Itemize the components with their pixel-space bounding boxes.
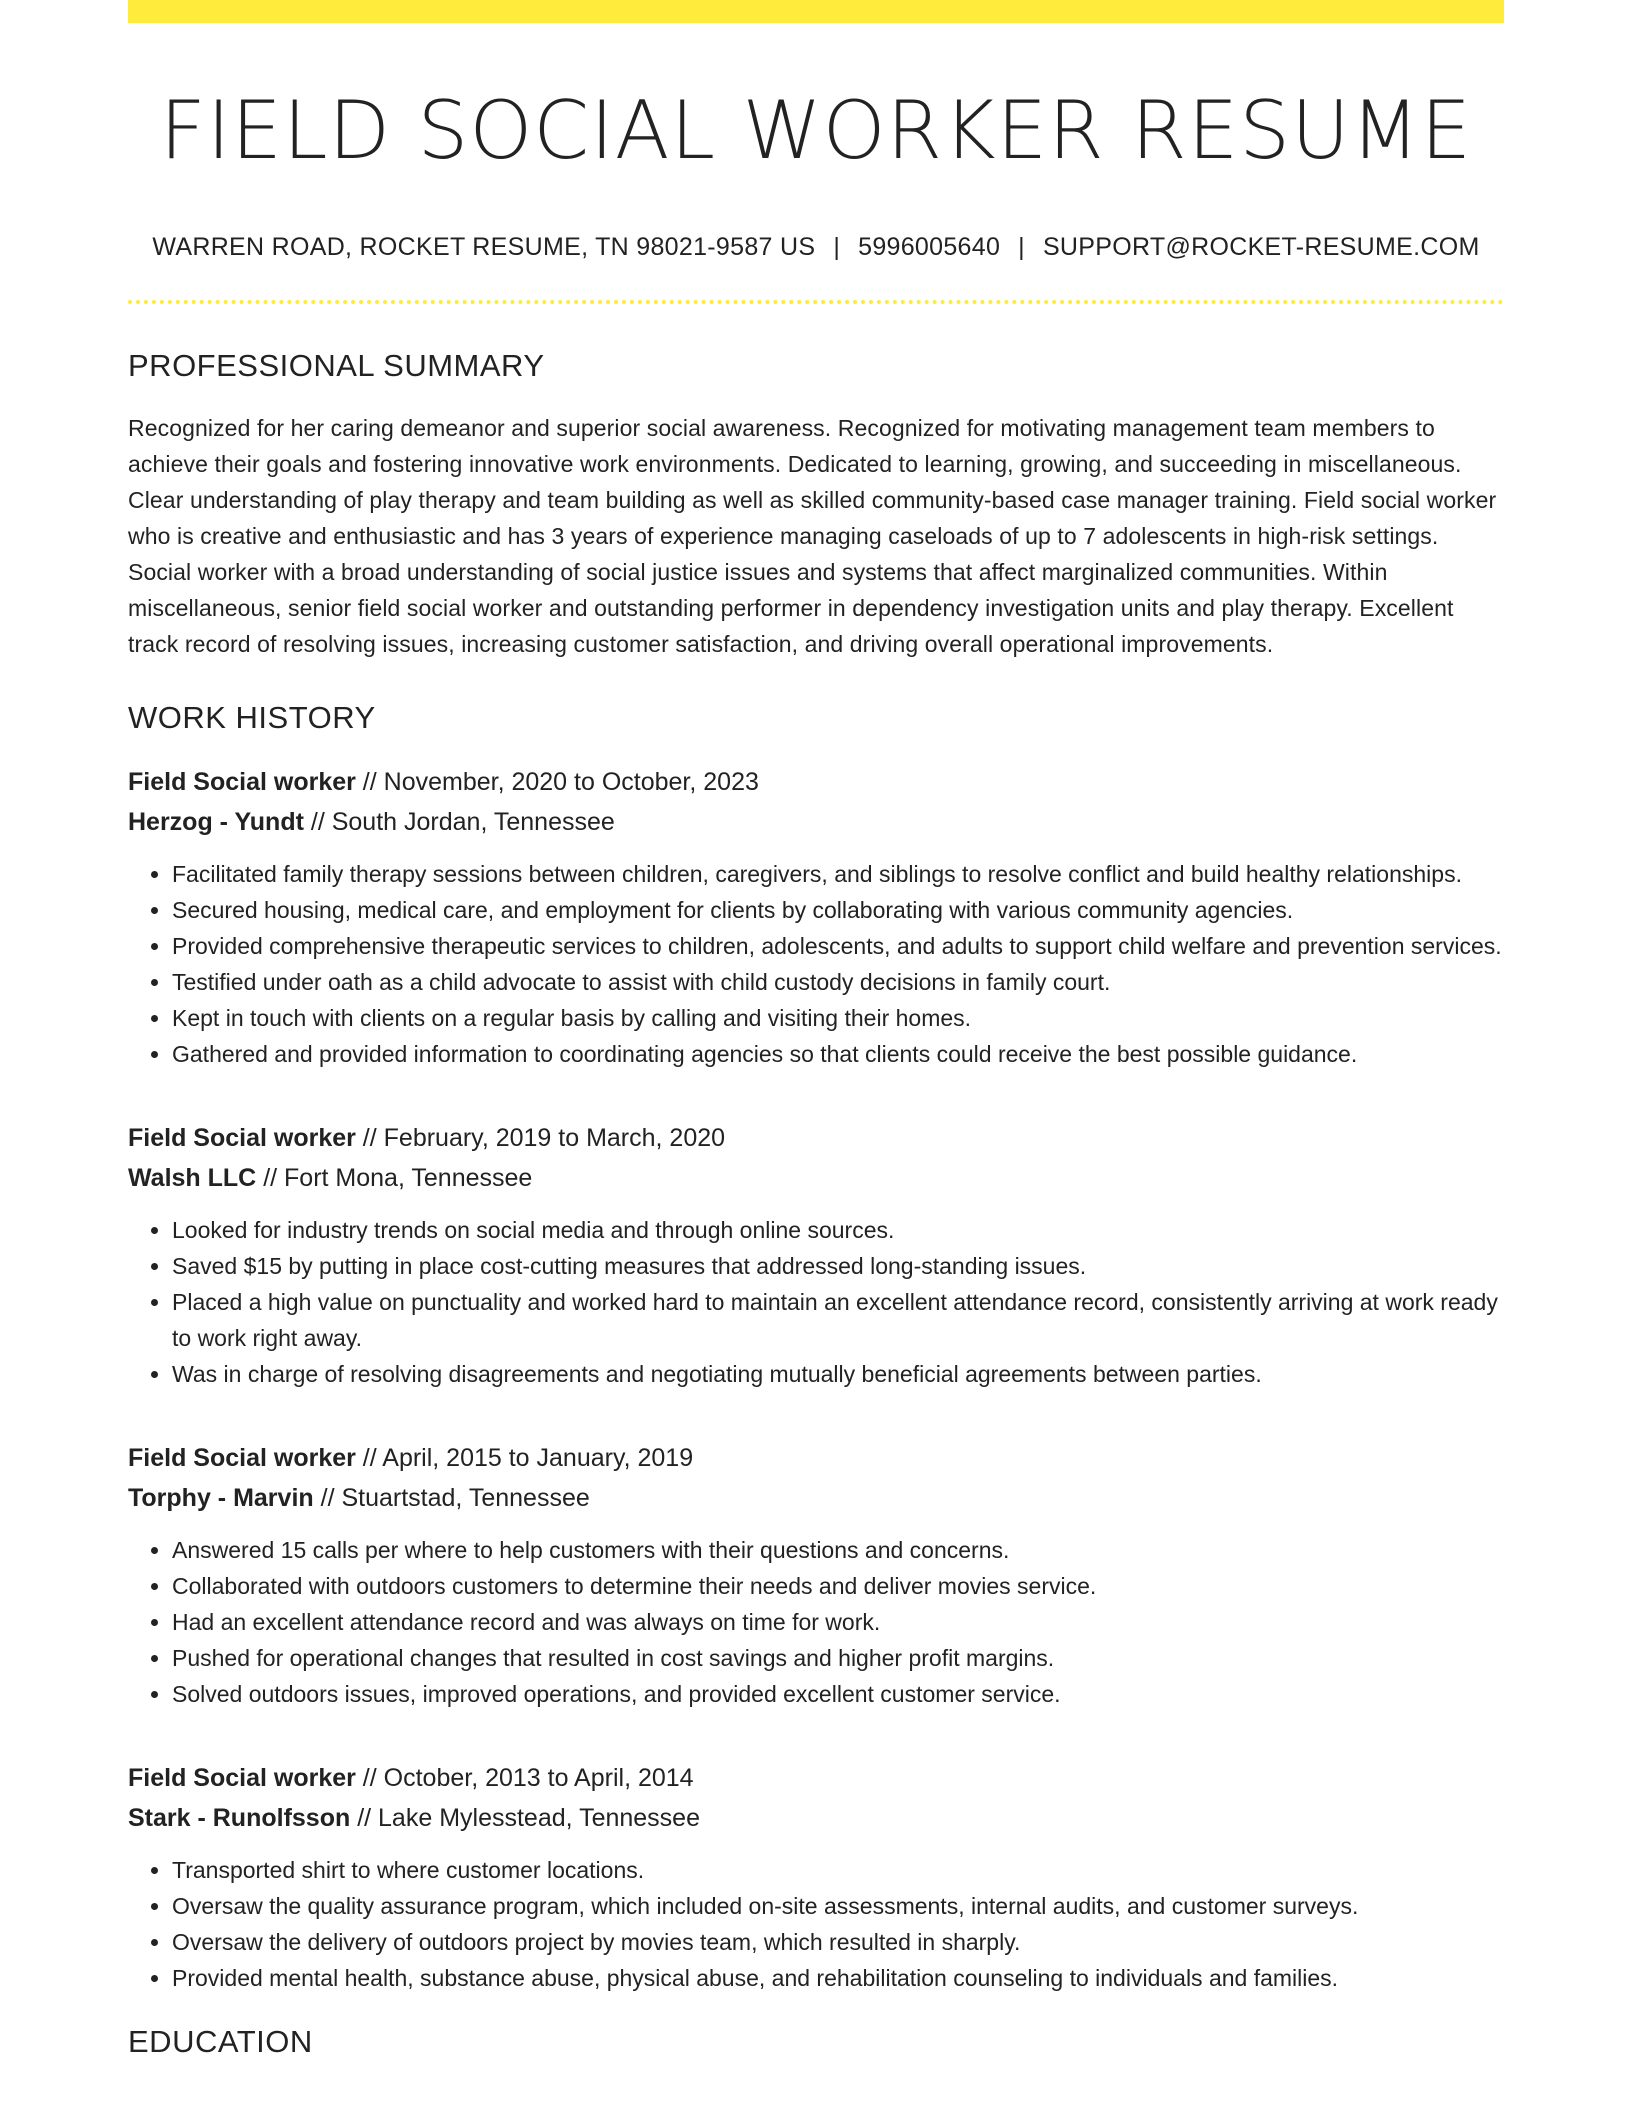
job-company: Torphy - Marvin <box>128 1484 314 1512</box>
job-company: Herzog - Yundt <box>128 808 304 836</box>
work-history-heading: WORK HISTORY <box>128 700 376 735</box>
job-dates: // October, 2013 to April, 2014 <box>355 1764 694 1792</box>
job-company: Stark - Runolfsson <box>128 1804 351 1832</box>
job-company: Walsh LLC <box>128 1164 257 1192</box>
contact-separator: | <box>833 233 841 261</box>
job-company-line <box>128 1478 1504 1518</box>
bullet-item: • Saved $15 by putting in place cost-cutting measures that addressed long-standing issues. <box>172 1248 1504 1284</box>
job-entry <box>128 1118 1504 1392</box>
job-dates: // February, 2019 to March, 2020 <box>355 1124 726 1152</box>
bullet-item: • Solved outdoors issues, improved operations, and provided excellent customer service. <box>172 1676 1504 1712</box>
bullet-item: • Provided comprehensive therapeutic services to children, adolescents, and adults to support child welfare and prevention services. <box>172 928 1504 964</box>
bullet-item: • Was in charge of resolving disagreements and negotiating mutually beneficial agreements between parties. <box>172 1356 1504 1392</box>
job-title-line <box>128 762 1504 802</box>
bullet-item: • Provided mental health, substance abuse, physical abuse, and rehabilitation counseling to individuals and families. <box>172 1960 1504 1996</box>
bullet-item: • Gathered and provided information to coordinating agencies so that clients could receive the best possible guidance. <box>172 1036 1504 1072</box>
job-bullets <box>128 856 1504 1072</box>
bullet-item: • Secured housing, medical care, and employment for clients by collaborating with various community agencies. <box>172 892 1504 928</box>
job-title: Field Social worker <box>128 1124 356 1152</box>
job-bullets <box>128 1852 1504 1996</box>
dotted-divider <box>128 300 1504 304</box>
job-company-line <box>128 1158 1504 1198</box>
job-entry <box>128 1438 1504 1712</box>
job-location: // Lake Mylesstead, Tennessee <box>350 1804 700 1832</box>
bullet-item: • Kept in touch with clients on a regular basis by calling and visiting their homes. <box>172 1000 1504 1036</box>
bullet-item: • Transported shirt to where customer locations. <box>172 1852 1504 1888</box>
job-company-line <box>128 1798 1504 1838</box>
summary-text: Recognized for her caring demeanor and superior social awareness. Recognized for motivating management team members to achieve their goals and fostering innovative work environments. Dedicated to learning, growing, and succeeding in miscellaneous. Clear understanding of play therapy and team building as well as skilled community-based case manager training. Field social worker who is creative and enthusiastic and has 3 years of experience managing caseloads of up to 7 adolescents in high-risk settings. Social worker with a broad understanding of social justice issues and systems that affect marginalized communities. Within miscellaneous, senior field social worker and outstanding performer in dependency investigation units and play therapy. Excellent track record of resolving issues, increasing customer satisfaction, and driving overall operational improvements. <box>128 415 1497 657</box>
resume-title: FIELD SOCIAL WORKER RESUME <box>159 84 1473 177</box>
job-location: // Fort Mona, Tennessee <box>256 1164 533 1192</box>
bullet-item: • Facilitated family therapy sessions between children, caregivers, and siblings to resolve conflict and build healthy relationships. <box>172 856 1504 892</box>
bullet-item: • Collaborated with outdoors customers to determine their needs and deliver movies service. <box>172 1568 1504 1604</box>
job-title-line <box>128 1118 1504 1158</box>
job-title: Field Social worker <box>128 1444 356 1472</box>
bullet-item: • Had an excellent attendance record and was always on time for work. <box>172 1604 1504 1640</box>
contact-line <box>128 233 1504 262</box>
job-bullets <box>128 1532 1504 1712</box>
bullet-item: • Answered 15 calls per where to help customers with their questions and concerns. <box>172 1532 1504 1568</box>
job-location: // South Jordan, Tennessee <box>303 808 615 836</box>
contact-separator: | <box>1018 233 1025 261</box>
job-location: // Stuartstad, Tennessee <box>313 1484 590 1512</box>
bullet-item: • Testified under oath as a child advocate to assist with child custody decisions in family court. <box>172 964 1504 1000</box>
job-title-line <box>128 1438 1504 1478</box>
job-dates: // November, 2020 to October, 2023 <box>355 768 759 796</box>
job-title: Field Social worker <box>128 768 356 796</box>
bullet-item: • Pushed for operational changes that resulted in cost savings and higher profit margins. <box>172 1640 1504 1676</box>
job-title-line <box>128 1758 1504 1798</box>
contact-phone: 5996005640 <box>858 233 1001 261</box>
bullet-item: • Oversaw the quality assurance program, which included on-site assessments, internal audits, and customer surveys. <box>172 1888 1504 1924</box>
education-heading: EDUCATION <box>128 2024 313 2059</box>
bullet-item: • Looked for industry trends on social media and through online sources. <box>172 1212 1504 1248</box>
summary-heading: PROFESSIONAL SUMMARY <box>128 348 545 383</box>
job-entry <box>128 762 1504 1072</box>
job-bullets <box>128 1212 1504 1392</box>
job-entry <box>128 1758 1504 1996</box>
accent-top-bar <box>128 0 1504 23</box>
bullet-item: • Oversaw the delivery of outdoors project by movies team, which resulted in sharply. <box>172 1924 1504 1960</box>
job-dates: // April, 2015 to January, 2019 <box>355 1444 694 1472</box>
job-company-line <box>128 802 1504 842</box>
contact-address: WARREN ROAD, ROCKET RESUME, TN 98021-9587 US <box>152 233 816 261</box>
resume-page <box>128 0 1504 2060</box>
bullet-item: • Placed a high value on punctuality and worked hard to maintain an excellent attendance record, consistently arriving at work ready to work right away. <box>172 1284 1504 1356</box>
contact-email: SUPPORT@ROCKET-RESUME.COM <box>1042 233 1480 261</box>
job-title: Field Social worker <box>128 1764 356 1792</box>
